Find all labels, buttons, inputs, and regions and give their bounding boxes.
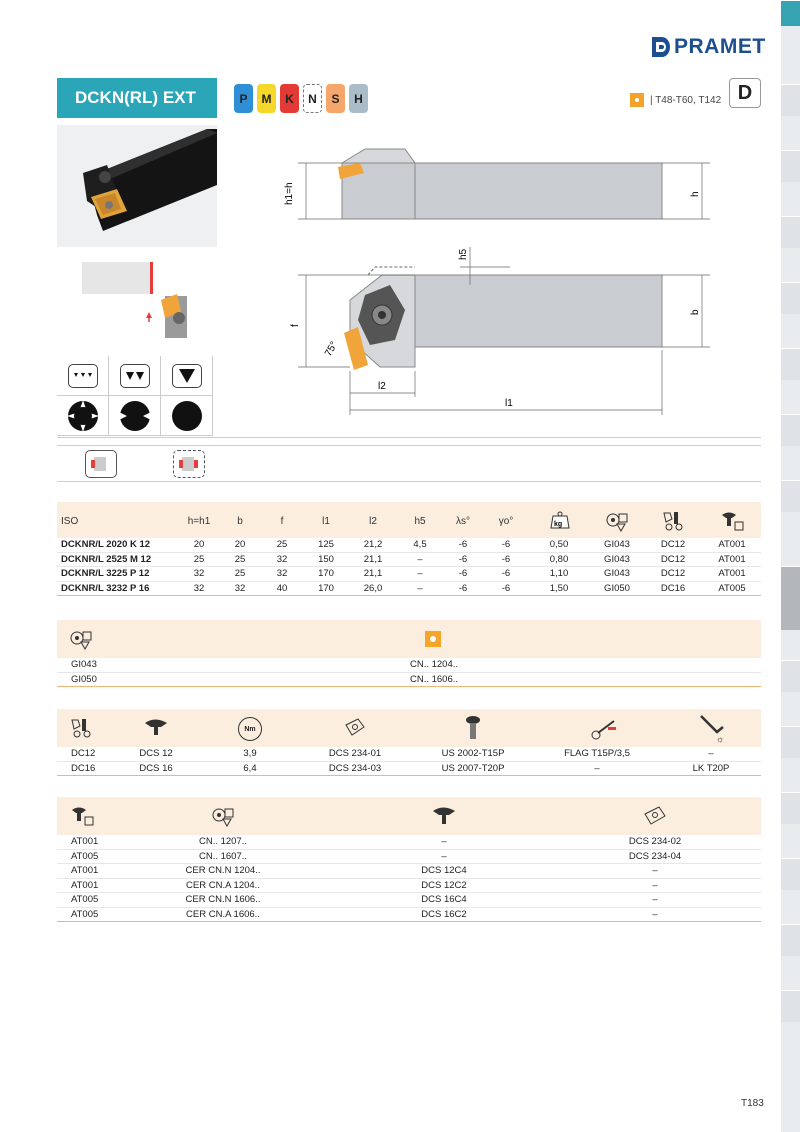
cell-l2: 26,0 [363,582,383,594]
table-row [57,658,761,673]
torque-key-icon [590,715,620,743]
table-row [57,762,761,777]
cell-key: – [594,762,600,774]
product-title [57,78,217,118]
cell-weight: 0,80 [549,553,569,565]
cell-clamp: DCS 16C2 [421,908,467,920]
cell-l1: 170 [318,582,334,594]
header-b: b [237,516,243,527]
chapter-tab[interactable] [781,84,800,116]
cell-insert: CER CN.A 1204.. [186,879,260,891]
screw-icon [463,715,483,741]
cell-h5: – [417,582,423,594]
cell-at-code: AT005 [71,850,99,862]
cell-h5: 4,5 [413,539,427,550]
cell-l2: 21,2 [363,539,383,550]
cell-h5: – [417,568,423,579]
header-h5: h5 [414,516,426,527]
cell-shim: DCS 234-01 [328,748,382,759]
cell-h: 20 [193,539,205,550]
accessory-table-header [57,797,761,835]
cell-hex-key: LK T20P [692,762,730,774]
cell-iso: DCKNR/L 3232 P 16 [61,582,150,594]
material-p-badge [234,84,253,113]
cell-at-code: AT005 [71,908,99,920]
material-m-letter: M [261,91,272,106]
insert-shim-icon [69,628,93,650]
dim-b: b [690,309,701,315]
cell-clamp: – [441,850,447,862]
section-letter: D [737,81,753,104]
cell-weight: 1,10 [549,568,569,579]
cell-lambda: -6 [458,568,468,579]
cell-gamma: -6 [501,553,511,565]
svg-text:☼: ☼ [716,734,725,743]
cell-at-code: AT001 [71,865,99,876]
cell-f: 32 [276,553,288,565]
chapter-tab[interactable] [781,348,800,380]
chapter-tab[interactable] [781,150,800,182]
svg-text:kg: kg [554,521,563,528]
cell-insert-ref[interactable]: GI050 [604,582,630,594]
brand-logo-icon [652,37,670,57]
cell-clamp-ref[interactable]: DC16 [660,582,686,594]
continuous-cut-symbol [161,396,213,436]
cell-l2: 21,1 [363,568,383,579]
holder-icon-1 [85,450,117,478]
material-k-letter: K [285,91,294,106]
table-row [57,538,761,553]
insert-shim-icon [605,510,629,532]
cell-b: 25 [234,568,246,579]
cell-weight: 1,50 [549,582,569,594]
medium-roughing-symbol [109,356,161,396]
cell-hex-key: – [708,748,714,759]
chapter-tab[interactable] [781,282,800,314]
cell-b: 20 [234,539,246,550]
table-row [57,567,761,582]
cell-shim: DCS 234-02 [628,836,682,847]
cell-l1: 170 [318,568,334,579]
cell-f: 32 [276,568,288,579]
cell-acc-ref[interactable]: AT001 [718,553,746,565]
cell-shim: – [652,894,658,905]
clamp-table-header [57,709,761,747]
chapter-tabs [781,0,800,1132]
hex-key-icon [697,713,727,743]
clamp-table [57,709,761,776]
cell-lambda: -6 [458,582,468,594]
torque-unit: Nm [244,725,256,733]
chapter-tab[interactable] [781,858,800,890]
cell-l1: 150 [318,553,334,565]
cell-gamma: -6 [501,568,511,579]
interrupted-cut-symbol [57,396,109,436]
cell-h: 25 [193,553,205,565]
cell-shim: DCS 234-04 [628,850,682,862]
workpiece-diagram [57,256,207,348]
chapter-tab[interactable] [781,924,800,956]
chapter-tab[interactable] [781,660,800,692]
cell-insert-type: CN.. 1606.. [409,673,459,685]
accessory-icon [719,510,745,532]
material-m-badge [257,84,276,113]
main-spec-table [57,502,761,596]
cell-shim: DCS 234-03 [328,762,382,774]
material-s-letter: S [331,91,340,106]
material-h-badge [349,84,368,113]
cell-insert-ref[interactable]: GI043 [604,553,630,565]
cell-at-code: AT005 [71,894,99,905]
cell-clamp-ref[interactable]: DC12 [660,539,686,550]
header-lambda: λs° [456,516,470,527]
cell-key: FLAG T15P/3,5 [564,748,630,759]
cell-insert: CER CN.N 1606.. [185,894,261,905]
clamp-icon [431,805,457,827]
material-k-badge [280,84,299,113]
cell-insert-type: CN.. 1204.. [409,659,459,670]
slot-cut-icon [119,400,151,432]
cross-cut-icon [67,400,99,432]
cell-insert-ref[interactable]: GI043 [604,568,630,579]
header-gamma: γo° [498,516,514,527]
grade-list: | T48-T60, T142 [650,95,722,106]
cell-lambda: -6 [458,553,468,565]
cell-acc-ref[interactable]: AT001 [718,539,746,550]
chapter-tab[interactable] [781,216,800,248]
cell-iso: DCKNR/L 2525 M 12 [61,553,152,565]
insert-diamond-icon [424,630,442,648]
heavy-roughing-symbol [161,356,213,396]
torque-icon [238,717,262,741]
clamp-icon [143,717,169,737]
cell-insert-ref[interactable]: GI043 [604,539,630,550]
dim-angle: 75° [323,339,341,359]
solid-circle-icon [171,400,203,432]
chapter-tab[interactable] [781,792,800,824]
dim-h: h [690,191,701,197]
cell-h5: – [417,553,423,565]
chapter-tab[interactable] [781,726,800,758]
kg-icon [549,510,571,530]
cell-clamp: – [441,836,447,847]
cell-shim: – [652,908,658,920]
accessory-icon [69,805,95,827]
holder-icon-2 [173,450,205,478]
cell-h: 32 [193,568,205,579]
table-row [57,893,761,908]
cell-weight: 0,50 [549,539,569,550]
insert-table [57,620,761,687]
separator [57,481,761,482]
brand-logo [652,36,766,58]
cell-iso: DCKNR/L 2020 K 12 [61,539,151,550]
chapter-tab-active-top[interactable] [781,0,800,26]
cell-torque: 6,4 [243,762,257,774]
table-row [57,835,761,850]
cell-torque: 3,9 [243,748,257,759]
cell-insert: CN.. 1607.. [198,850,248,862]
clamp-kit-icon [69,717,93,739]
cell-gi-code: GI050 [71,673,97,685]
chapter-tab-current[interactable] [781,566,800,630]
header-l2: l2 [369,516,377,527]
material-p-letter: P [239,91,248,106]
product-title-text: DCKN(RL) EXT [75,88,196,107]
technical-drawing [270,135,730,425]
cell-at-code: AT001 [71,836,99,847]
table-row [57,582,761,597]
cell-h: 32 [193,582,205,594]
accessory-table [57,797,761,922]
separator [57,437,761,438]
insert-table-header [57,620,761,658]
main-table-body [57,538,761,596]
dim-l1: l1 [505,398,513,409]
dim-h1h: h1=h [284,182,295,205]
separator [57,445,761,446]
cell-gi-code: GI043 [71,659,97,670]
table-row [57,673,761,688]
cell-clamp-ref[interactable]: DC12 [660,553,686,565]
triangles-small-icon [73,371,93,381]
table-row [57,864,761,879]
cell-dc-code: DC12 [71,748,96,759]
insert-shim-icon [211,805,235,827]
cell-clamp: DCS 12C2 [421,879,467,891]
dim-l2: l2 [378,381,386,392]
cell-b: 32 [234,582,246,594]
brand-name: PRAMET [674,35,766,58]
cell-clamp-ref[interactable]: DC12 [660,568,686,579]
cell-clamp: DCS 16 [139,762,173,774]
cell-iso: DCKNR/L 3225 P 12 [61,568,150,579]
material-n-badge [303,84,322,113]
chapter-tab[interactable] [781,480,800,512]
tool-holder-photo [57,125,217,247]
cell-clamp: DCS 16C4 [421,894,467,905]
dim-f: f [290,324,301,327]
cell-gamma: -6 [501,539,511,550]
slight-interruption-symbol [109,396,161,436]
cell-clamp: DCS 12 [139,748,173,759]
shim-icon [643,805,667,827]
material-h-letter: H [354,91,363,106]
triangles-medium-icon [124,370,146,382]
insert-grade-icon [630,93,644,107]
cell-l2: 21,1 [363,553,383,565]
cell-acc-ref[interactable]: AT001 [718,568,746,579]
cell-insert: CN.. 1207.. [198,836,248,847]
cell-screw: US 2002-T15P [441,748,505,759]
cell-b: 25 [234,553,246,565]
cell-l1: 125 [318,539,334,550]
section-letter-badge [729,78,761,108]
light-roughing-symbol [57,356,109,396]
cell-shim: – [652,879,658,891]
cell-lambda: -6 [458,539,468,550]
cell-dc-code: DC16 [71,762,96,774]
material-n-letter: N [308,91,317,106]
cell-insert: CER CN.A 1606.. [186,908,260,920]
cell-clamp: DCS 12C4 [421,865,467,876]
page-number: T183 [741,1098,764,1109]
material-s-badge [326,84,345,113]
header-iso: ISO [61,516,79,527]
cell-f: 25 [276,539,288,550]
cell-f: 40 [276,582,288,594]
cell-insert: CER CN.N 1204.. [185,865,261,876]
header-f: f [280,516,284,527]
table-row [57,908,761,923]
cell-acc-ref[interactable]: AT005 [718,582,746,594]
header-l1: l1 [322,516,330,527]
cell-screw: US 2007-T20P [441,762,505,774]
clamp-kit-icon [661,510,685,532]
material-groups [234,84,368,113]
cell-shim: – [652,865,658,876]
chapter-tab[interactable] [781,414,800,446]
dim-h5: h5 [458,248,469,260]
table-row [57,553,761,568]
table-row [57,850,761,865]
header-h: h=h1 [187,516,211,527]
cell-gamma: -6 [501,582,511,594]
cell-at-code: AT001 [71,879,99,891]
table-row [57,747,761,762]
main-table-header [57,502,761,538]
table-row [57,879,761,894]
triangle-large-icon [178,368,196,384]
chapter-tab[interactable] [781,990,800,1022]
shim-icon [344,717,366,737]
grade-values: T48-T60, T142 [655,95,722,106]
